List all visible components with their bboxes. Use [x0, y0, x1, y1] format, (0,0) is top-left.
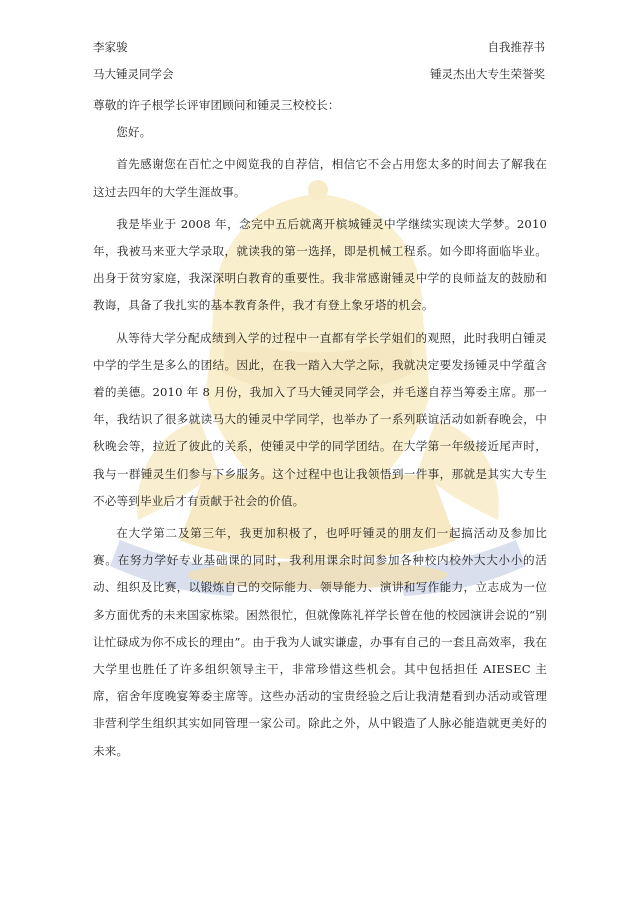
author-name: 李家骏 — [93, 40, 128, 54]
paragraph-2: 我是毕业于 2008 年，念完中五后就离开槟城锺灵中学继续实现读大学梦。2010 年，我被马来亚大学录取，就读我的第一选择，即是机械工程系。如今即将面临毕业。出身于贫穷家庭，我深深明白教育的重要性。我非常感谢锺灵中学的良师益友的鼓励和教诲，具备了我扎实的基本教育条件，我才有登上象牙塔的机会。 — [93, 216, 547, 313]
paragraph-3: 从等待大学分配成绩到入学的过程中一直都有学长学姐们的观照，此时我明白锺灵中学的学生是多么的团结。因此，在我一踏入大学之际，我就决定要发扬锺灵中学蕴含着的美德。2010 年 8 月份，我加入了马大锺灵同学会，并毛遂自荐当筹委主席。那一年，我结识了很多就读马大的锺灵中学同学，也举办了一系列联谊活动如新春晚会，中秋晚会等，拉近了彼此的关系，使锺灵中学的同学团结。在大学第一年级接近尾声时，我与一群锺灵生们参与下乡服务。这个过程中也让我领悟到一件事，那就是其实大专生不必等到毕业后才有贡献于社会的价值。 — [93, 330, 547, 508]
salutation: 尊敬的许子根学长评审团顾问和锺灵三校校长： — [93, 98, 340, 112]
paragraph-4: 在大学第二及第三年，我更加积极了，也呼吁锺灵的朋友们一起搞活动及参加比赛。在努力学好专业基础课的同时，我利用课余时间参加各种校内校外大大小小的活动、组织及比赛，以锻炼自己的交际能力、领导能力、演讲和写作能力，立志成为一位多方面优秀的未来国家栋梁。困然很忙，但就像陈礼祥学长曾在他的校园演讲会说的“别让忙碌成为你不成长的理由”。由于我为人诚实谦虚，办事有自己的一套且高效率，我在大学里也胜任了许多组织领导主干，非常珍惜这些机会。其中包括担任 AIESEC 主席，宿舍年度晚宴筹委主席等。这些办活动的宝贵经验之后让我清楚看到办活动或管理非营利学生组织其实如同管理一家公司。除此之外，从中锻造了人脉必能造就更美好的未来。 — [93, 526, 547, 758]
document-title: 自我推荐书 — [487, 40, 545, 54]
greeting: 您好。 — [116, 125, 152, 140]
letter-body — [93, 92, 547, 765]
association-name: 马大锺灵同学会 — [93, 67, 174, 81]
paragraph-1: 首先感谢您在百忙之中阅览我的自荐信，相信它不会占用您太多的时间去了解我在这过去四年的大学生涯故事。 — [93, 157, 547, 199]
header-second-row — [93, 66, 545, 82]
award-name: 锺灵杰出大专生荣誉奖 — [430, 67, 545, 81]
header-top-row — [93, 39, 545, 55]
